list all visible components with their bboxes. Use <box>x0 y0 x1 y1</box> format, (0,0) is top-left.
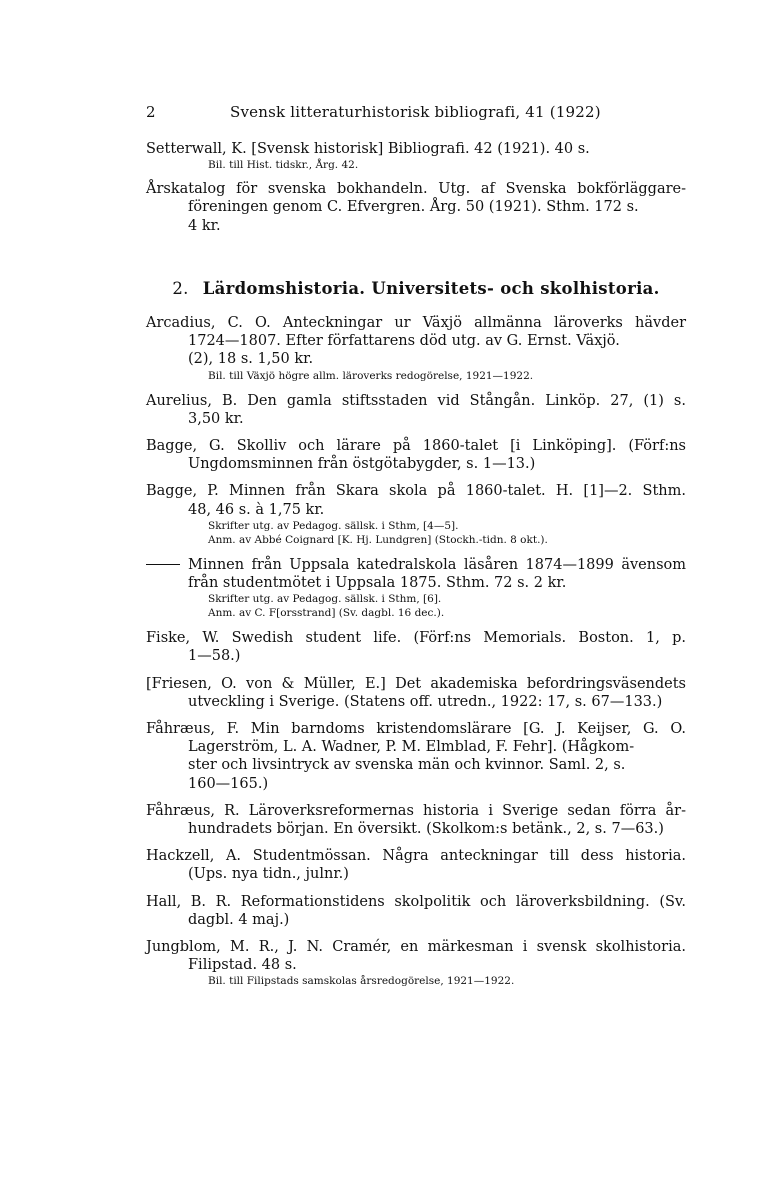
bibliography-entry <box>146 802 686 838</box>
entry-first-line: Bagge, G. Skolliv och lärare på 1860-talet [i Linköping]. (Förf:ns <box>146 438 686 455</box>
page-header <box>146 103 686 123</box>
bibliography-entry <box>146 392 686 428</box>
entry-continuation-line: 1724—1807. Efter författarens död utg. av G. Ernst. Växjö. <box>188 333 620 350</box>
entry-note: Anm. av C. F[orsstrand] (Sv. dagbl. 16 dec.). <box>208 607 445 620</box>
entry-continuation-line: 4 kr. <box>188 217 221 234</box>
section-heading <box>146 279 686 298</box>
entry-note: Skrifter utg. av Pedagog. sällsk. i Sthm, [4—5]. <box>208 519 459 532</box>
entry-first-line: Fåhræus, F. Min barndoms kristendomslärare [G. J. Keijser, G. O. <box>146 721 686 738</box>
entry-continuation-line: 160—165.) <box>188 775 269 792</box>
entry-first-line: Setterwall, K. [Svensk historisk] Bibliografi. 42 (1921). 40 s. <box>146 141 590 157</box>
entry-continuation-line: utveckling i Sverige. (Statens off. utredn., 1922: 17, s. 67—133.) <box>188 693 663 710</box>
entry-continuation-line: ster och livsintryck av svenska män och kvinnor. Saml. 2, s. <box>188 757 626 774</box>
entry-first-line: Arcadius, C. O. Anteckningar ur Växjö allmänna läroverks hävder <box>146 315 686 331</box>
page-number: 2 <box>146 103 156 121</box>
entry-continuation-line: (Ups. nya tidn., julnr.) <box>188 866 349 883</box>
bibliography-entry <box>146 556 686 620</box>
bibliography-entry <box>146 847 686 883</box>
entry-first-line: Bagge, P. Minnen från Skara skola på 1860-talet. H. [1]—2. Sthm. <box>146 483 686 500</box>
entry-continuation-line: Ungdomsminnen från östgötabygder, s. 1—13.) <box>188 456 536 473</box>
entry-first-line <box>146 556 686 574</box>
entry-note: Anm. av Abbé Coignard [K. Hj. Lundgren] (Stockh.-tidn. 8 okt.). <box>208 533 548 546</box>
entry-first-line-text: Minnen från Uppsala katedralskola läsåren 1874—1899 ävensom <box>188 556 686 573</box>
entry-first-line: Fåhræus, R. Läroverksreformernas historia i Sverige sedan förra år- <box>146 802 686 819</box>
entry-note: Bil. till Filipstads samskolas årsredogörelse, 1921—1922. <box>208 975 515 988</box>
entry-continuation-line: 3,50 kr. <box>188 410 244 427</box>
entry-continuation-line: dagbl. 4 maj.) <box>188 911 290 928</box>
entry-continuation-line: 48, 46 s. à 1,75 kr. <box>188 501 325 518</box>
entry-first-line: Årskatalog för svenska bokhandeln. Utg. af Svenska bokförläggare- <box>146 181 686 198</box>
bibliography-entry <box>146 180 686 235</box>
ditto-dash <box>146 564 180 565</box>
entry-note: Bil. till Växjö högre allm. läroverks redogörelse, 1921—1922. <box>208 369 534 382</box>
entry-first-line: Hackzell, A. Studentmössan. Några anteckningar till dess historia. <box>146 848 686 865</box>
entry-continuation-line: Filipstad. 48 s. <box>188 957 297 974</box>
bibliography-entry <box>146 893 686 929</box>
entry-continuation-line: föreningen genom C. Efvergren. Årg. 50 (1921). Sthm. 172 s. <box>188 199 639 216</box>
section-title: Lärdomshistoria. Universitets- och skolhistoria. <box>202 279 660 298</box>
bibliography-entry <box>146 629 686 665</box>
entry-first-line: Jungblom, M. R., J. N. Cramér, en märkesman i svensk skolhistoria. <box>146 939 686 956</box>
section-number: 2. <box>172 279 189 298</box>
entry-first-line: Fiske, W. Swedish student life. (Förf:ns Memorials. Boston. 1, p. <box>146 630 686 647</box>
bibliography-entry <box>146 675 686 711</box>
running-title: Svensk litteraturhistorisk bibliografi, 41 (1922) <box>230 103 601 121</box>
entry-continuation-line: 1—58.) <box>188 648 241 665</box>
entry-first-line: Hall, B. R. Reformationstidens skolpolitik och läroverksbildning. (Sv. <box>146 893 686 910</box>
bibliography-entry <box>146 140 686 172</box>
bibliography-entry <box>146 720 686 793</box>
bibliography-entries <box>146 314 686 988</box>
entry-continuation-line: hundradets början. En översikt. (Skolkom:s betänk., 2, s. 7—63.) <box>188 821 664 838</box>
entry-first-line: Aurelius, B. Den gamla stiftsstaden vid Stångån. Linköp. 27, (1) s. <box>146 392 686 409</box>
entry-note: Skrifter utg. av Pedagog. sällsk. i Sthm, [6]. <box>208 593 442 606</box>
entry-note: Bil. till Hist. tidskr., Årg. 42. <box>208 159 359 172</box>
bibliography-entry <box>146 938 686 988</box>
bibliography-entry <box>146 482 686 546</box>
bibliography-entries-top <box>146 140 686 235</box>
bibliography-entry <box>146 314 686 383</box>
entry-continuation-line: Lagerström, L. A. Wadner, P. M. Elmblad, F. Fehr]. (Hågkom- <box>188 739 635 756</box>
entry-continuation-line: från studentmötet i Uppsala 1875. Sthm. 72 s. 2 kr. <box>188 575 567 592</box>
entry-first-line: [Friesen, O. von & Müller, E.] Det akademiska befordringsväsendets <box>146 675 686 692</box>
entry-continuation-line: (2), 18 s. 1,50 kr. <box>188 351 314 368</box>
bibliography-entry <box>146 437 686 473</box>
